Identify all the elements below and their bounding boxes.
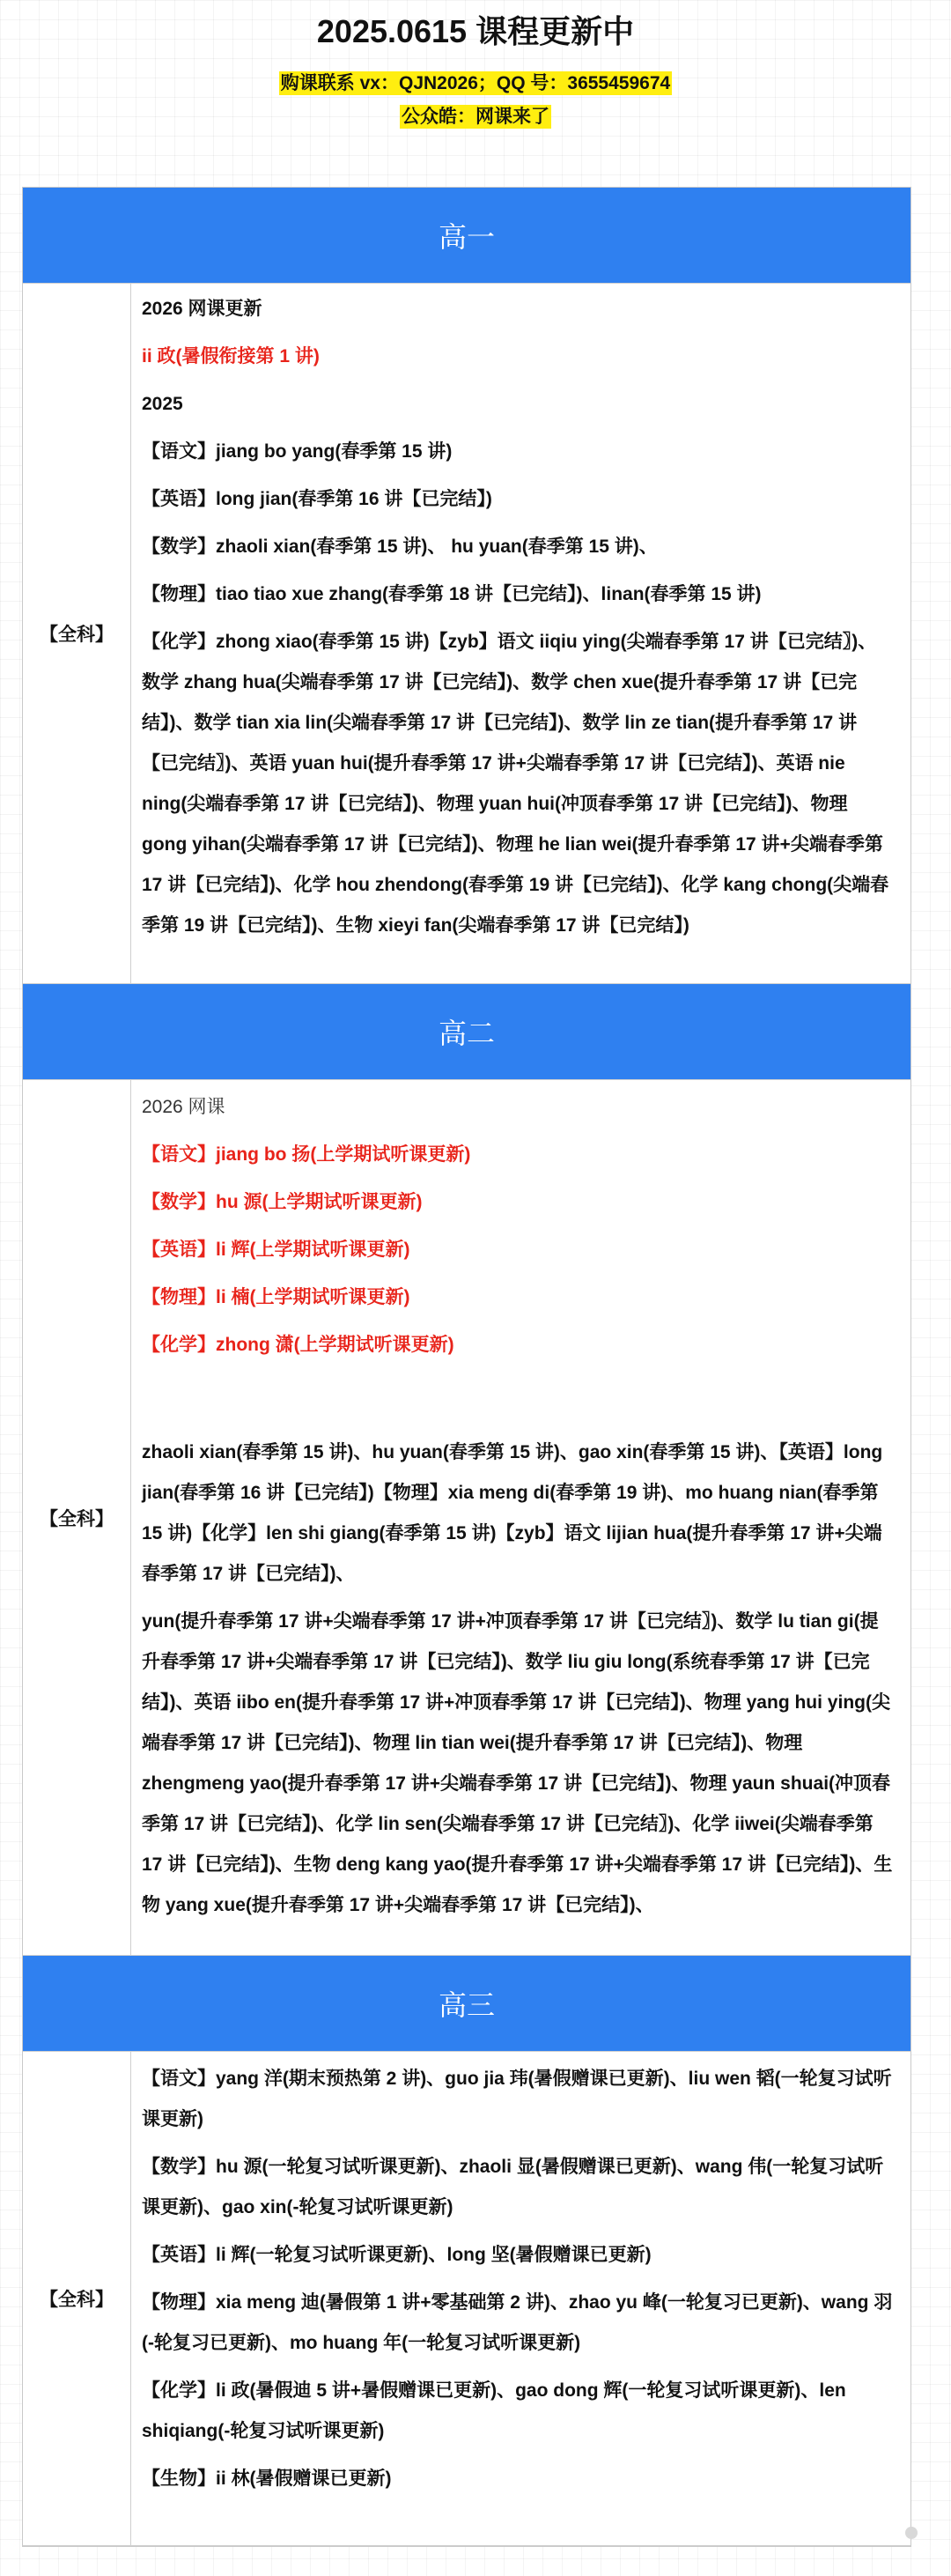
content-line: 【数学】zhaoli xian(春季第 15 讲)、 hu yuan(春季第 15 讲)、 (142, 537, 658, 557)
section-row-grade-3 (23, 2051, 910, 2546)
section-row-grade-2 (23, 1079, 910, 1956)
content-line: 【英语】long jian(春季第 16 讲【已完结】) (142, 489, 492, 509)
content-line: 【化学】zhong xiao(春季第 15 讲)【zyb】语文 iiqiu ying(尖端春季第 17 讲【已完结〗)、数学 zhang hua(尖端春季第 17 讲【已完结】)、数学 chen xue(提升春季第 17 讲【已完结】)、数学 tian xia lin(尖端春季第 17 讲【已完结】)、数学 lin ze tian(提升春季第 17 讲【已完结〗)、英语 yuan hui(提升春季第 17 讲+尖端春季第 17 讲【已完结】)、英语 nie ning(尖端春季第 17 讲【已完结】)、物理 yuan hui(冲顶春季第 17 讲【已完结】)、物理 gong yihan(尖端春季第 17 讲【已完结】)、物理 he lian wei(提升春季第 17 讲+尖端春季第 17 讲【已完结】)、化学 hou zhendong(春季第 19 讲【已完结】)、化学 kang chong(尖端春季第 19 讲【已完结】)、生物 xieyi fan(尖端春季第 17 讲【已完结】) (142, 632, 889, 936)
content-line: ii 政(暑假衔接第 1 讲) (142, 346, 320, 366)
row-content (131, 284, 910, 983)
course-table (22, 187, 911, 2547)
section-header-grade-1: 高一 (23, 188, 910, 283)
content-paragraph: zhaoli xian(春季第 15 讲)、hu yuan(春季第 15 讲)、gao xin(春季第 15 讲)、【英语】long jian(春季第 16 讲【已完结】)【物理】xia meng di(春季第 19 讲)、mo huang nian(春季第 15 讲)【化学】len shi giang(春季第 15 讲)【zyb】语文 lijian hua(提升春季第 17 讲+尖端春季第 17 讲【已完结】)、 (142, 1442, 883, 1584)
row-content (131, 1080, 910, 1955)
section-header-grade-2: 高二 (23, 984, 910, 1079)
page-title: 2025.0615 课程更新中 (316, 13, 635, 49)
scroll-indicator[interactable] (905, 2527, 918, 2539)
content-line: 2026 网课 (142, 1097, 225, 1117)
content-line: 【物理】xia meng 迪(暑假第 1 讲+零基础第 2 讲)、zhao yu 峰(一轮复习已更新)、wang 羽(-轮复习已更新)、mo huang 年(一轮复习试听课更新) (142, 2292, 893, 2353)
row-label: 【全科】 (23, 2052, 131, 2545)
content-line: 【物理】li 楠(上学期试听课更新) (142, 1287, 410, 1307)
contact-line (0, 70, 951, 97)
content-line: 【英语】li 辉(上学期试听课更新) (142, 1240, 410, 1260)
content-line: 【语文】jiang bo yang(春季第 15 讲) (142, 441, 453, 462)
content-line: 【化学】li 政(暑假迪 5 讲+暑假赠课已更新)、gao dong 辉(一轮复习试听课更新)、len shiqiang(-轮复习试听课更新) (142, 2380, 846, 2441)
section-header-grade-3: 高三 (23, 1956, 910, 2051)
content-line: 【物理】tiao tiao xue zhang(春季第 18 讲【已完结】)、linan(春季第 15 讲) (142, 584, 762, 604)
spacer (142, 1366, 893, 1432)
section-row-grade-1 (23, 283, 910, 984)
content-line: 【语文】jiang bo 扬(上学期试听课更新) (142, 1144, 471, 1165)
wechat-line (0, 104, 951, 130)
row-label: 【全科】 (23, 1080, 131, 1955)
content-line: 【生物】ii 林(暑假赠课已更新) (142, 2469, 392, 2489)
content-paragraph: yun(提升春季第 17 讲+尖端春季第 17 讲+冲顶春季第 17 讲【已完结〗)、数学 lu tian gi(提升春季第 17 讲+尖端春季第 17 讲【已完结】)、数学 liu giu long(系统春季第 17 讲【已完结】)、英语 iibo en(提升春季第 17 讲+冲顶春季第 17 讲【已完结】)、物理 yang hui ying(尖端春季第 17 讲【已完结】)、物理 lin tian wei(提升春季第 17 讲【已完结】)、物理 zhengmeng yao(提升春季第 17 讲+尖端春季第 17 讲【已完结】)、物理 yaun shuai(冲顶春季第 17 讲【已完结】)、化学 lin sen(尖端春季第 17 讲【已完结〗)、化学 iiwei(尖端春季第 17 讲【已完结】)、生物 deng kang yao(提升春季第 17 讲+尖端春季第 17 讲【已完结】)、生物 yang xue(提升春季第 17 讲+尖端春季第 17 讲【已完结】)、 (142, 1611, 893, 1915)
content-line: 2025 (142, 394, 183, 414)
wechat-account: 公众皓：网课来了 (402, 107, 549, 127)
content-line: 【数学】hu 源(一轮复习试听课更新)、zhaoli 显(暑假赠课已更新)、wang 伟(一轮复习试听课更新)、gao xin(-轮复习试听课更新) (142, 2157, 884, 2217)
row-label: 【全科】 (23, 284, 131, 983)
content-line: 【英语】li 辉(一轮复习试听课更新)、long 坚(暑假赠课已更新) (142, 2245, 652, 2265)
content-line: 【化学】zhong 潇(上学期试听课更新) (142, 1335, 454, 1355)
content-line: 【数学】hu 源(上学期试听课更新) (142, 1192, 423, 1212)
row-content (131, 2052, 910, 2545)
content-line: 2026 网课更新 (142, 299, 262, 319)
content-line: 【语文】yang 洋(期末预热第 2 讲)、guo jia 玮(暑假赠课已更新)、liu wen 韬(一轮复习试听课更新) (142, 2069, 892, 2129)
contact-info: 购课联系 vx：QJN2026；QQ 号：3655459674 (280, 73, 671, 93)
